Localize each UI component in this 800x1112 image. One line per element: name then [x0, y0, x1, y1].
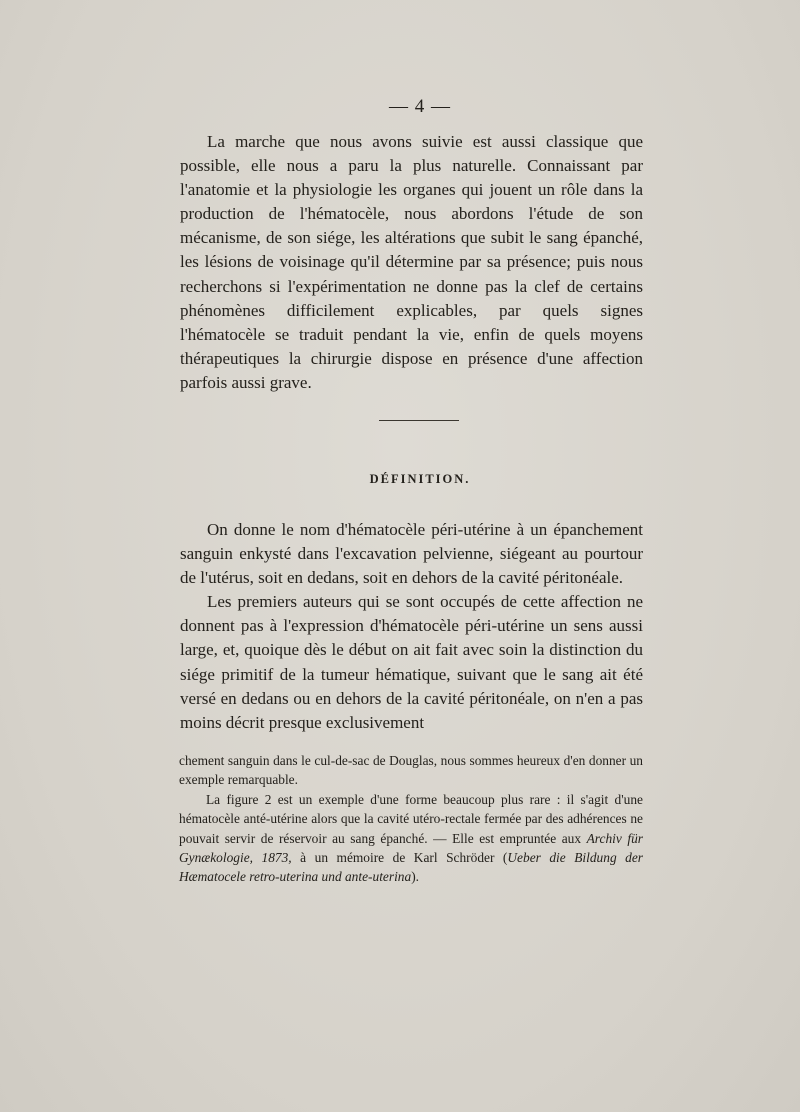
- footnote-text-start: La figure 2 est un exemple d'une forme beaucoup plus rare : il s'agit d'une hématocèle anté-utérine alors que la cavité utéro-rectale fermée par des adhérences ne pouvait servir de réservoir au sang épanché. — Elle est empruntée aux: [179, 791, 643, 846]
- page-number: — 4 —: [389, 96, 451, 117]
- footnote-work-title: Ueber die Bildung der Hæmatocele retro-uterina und ante-uterina: [179, 850, 643, 885]
- section-heading: DÉFINITION.: [369, 472, 471, 486]
- footnote-journal: Archiv für Gynækologie, 1873,: [179, 830, 644, 866]
- footnote-line-1: chement sanguin dans le cul-de-sac de Douglas, nous sommes heureux d'en donner un exemple remarquable.: [179, 753, 643, 788]
- intro-text: [180, 130, 643, 395]
- definition-paragraph-2: Les premiers auteurs qui se sont occupés de cette affection ne donnent pas à l'expression d'hématocèle péri-utérine un sens aussi large, et, quoique dès le début on ait fait avec soin la distinction du siége primitif de la tumeur hématique, suivant que le sang ait été versé en dedans ou en dehors de la cavité péritonéale, on n'en a pas moins décrit presque exclusivement: [180, 592, 643, 732]
- section-divider: [379, 420, 459, 421]
- definition-paragraph-1: On donne le nom d'hématocèle péri-utérine à un épanchement sanguin enkysté dans l'excavation pelvienne, siégeant au pourtour de l'utérus, soit en dedans, soit en dehors de la cavité péritonéale.: [180, 520, 643, 588]
- intro-paragraph: La marche que nous avons suivie est aussi classique que possible, elle nous a paru la plus naturelle. Connaissant par l'anatomie et la physiologie les organes qui jouent un rôle dans la production de l'hématocèle, nous abordons l'étude de son mécanisme, de son siége, les altérations que subit le sang épanché, les lésions de voisinage qu'il détermine par sa présence; puis nous recherchons si l'expérimentation ne donne pas la clef de certains phénomènes difficilement explicables, par quels signes l'hématocèle se traduit pendant la vie, enfin de quels moyens thérapeutiques la chirurgie dispose en présence d'une affection parfois aussi grave.: [180, 132, 643, 392]
- footnote: [179, 751, 643, 887]
- footnote-text-middle: à un mémoire de Karl Schröder (: [291, 850, 508, 866]
- footnote-text-end: ).: [411, 869, 419, 885]
- footnote-paragraph-2: [179, 790, 643, 887]
- definition-text: [180, 518, 643, 735]
